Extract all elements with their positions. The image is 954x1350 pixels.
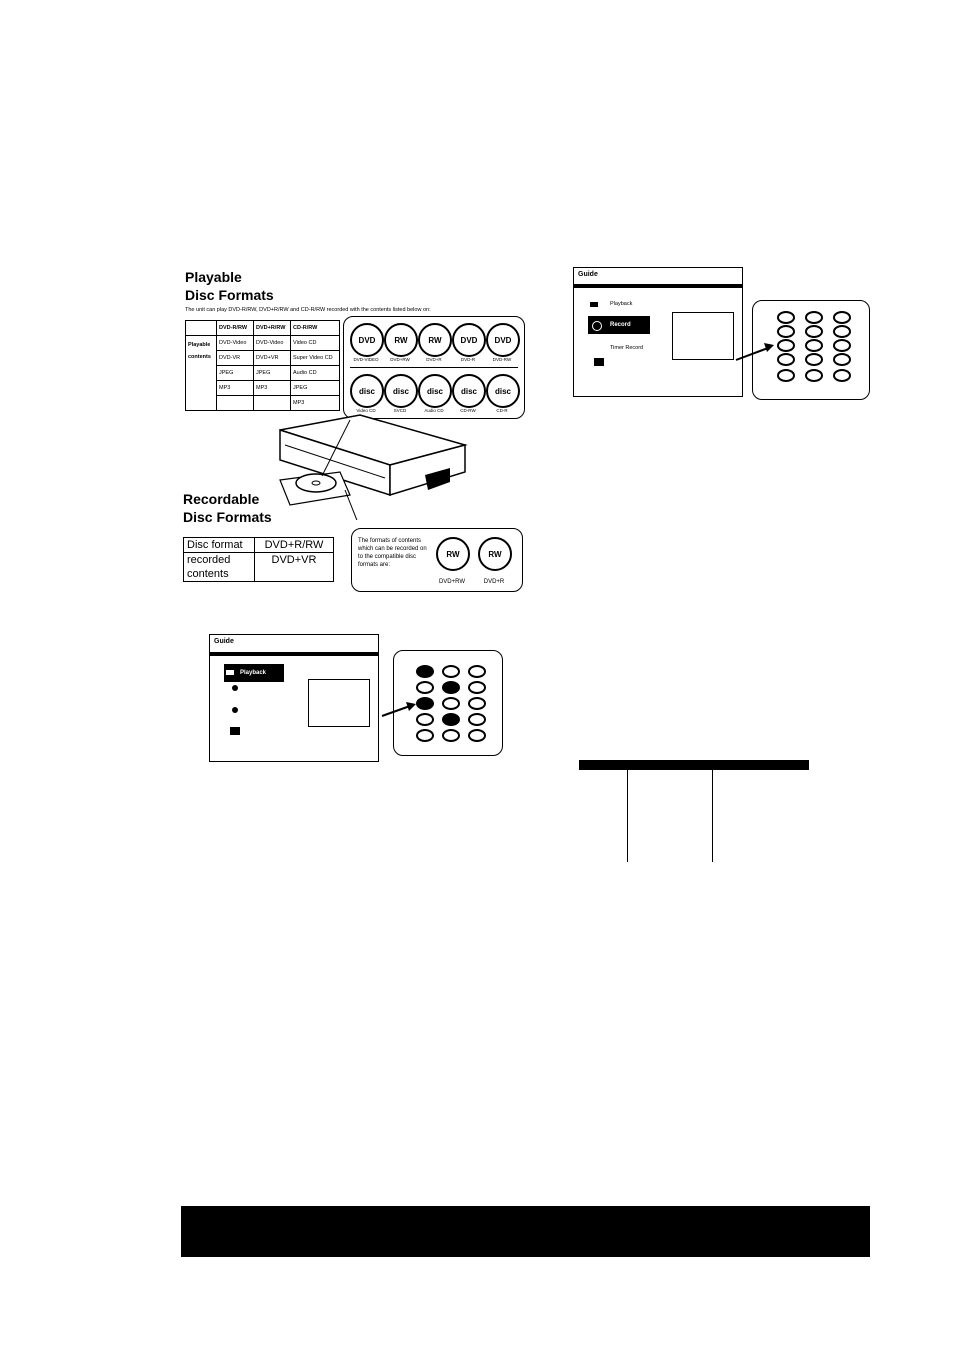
logo-caption: DVD+R xyxy=(483,579,505,585)
dvd-r-logo-icon: DVD xyxy=(452,323,486,357)
table-header-bar xyxy=(579,760,809,770)
logo-caption: DVD-R xyxy=(460,357,476,362)
table-cell: DVD+R/RW xyxy=(255,538,334,553)
table-cell: MP3 xyxy=(291,396,340,411)
table-cell: Audio CD xyxy=(291,366,340,381)
row-label-line2: contents xyxy=(188,354,211,360)
preview-window xyxy=(308,679,370,727)
logo-caption: DVD+R xyxy=(426,357,442,362)
remote-key-volume xyxy=(777,369,795,382)
guide-title: Guide xyxy=(214,638,234,645)
dvd-rw-logo-icon: DVD xyxy=(486,323,520,357)
table-cell: JPEG xyxy=(291,381,340,396)
row-label xyxy=(186,336,217,411)
remote-key-0 xyxy=(805,353,823,366)
callout-text: The formats of contents which can be recorded on to the compatible disc formats are: xyxy=(358,538,427,568)
table-column-divider xyxy=(627,770,628,862)
remote-key-5 xyxy=(805,325,823,338)
table-cell: JPEG xyxy=(217,366,254,381)
recordable-title-line1: Recordable xyxy=(183,491,260,507)
footer-bar xyxy=(181,1206,870,1257)
table-cell: DVD-Video xyxy=(254,336,291,351)
remote-key-browser xyxy=(468,713,486,726)
dvd-plus-r-logo-icon: RW xyxy=(478,537,512,571)
panel-divider xyxy=(350,367,518,368)
remote-key-skip xyxy=(805,369,823,382)
table-cell: Video CD xyxy=(291,336,340,351)
playback-arrow-icon xyxy=(590,302,598,307)
remote-key-7 xyxy=(777,339,795,352)
guide-title-bar xyxy=(574,284,742,288)
guide-screen-right xyxy=(573,267,743,397)
remote-key-8 xyxy=(805,339,823,352)
dvd-recorder-illustration xyxy=(250,410,470,520)
timer-record-icon xyxy=(232,707,238,713)
guide-title-bar xyxy=(210,652,378,656)
table-cell: JPEG xyxy=(254,366,291,381)
audio-cd-logo-icon: disc xyxy=(418,374,452,408)
pointer-arrow-icon xyxy=(734,340,778,364)
table-cell: recorded xyxy=(184,553,255,568)
logo-caption: DVD-VIDEO xyxy=(353,357,379,362)
recordable-callout xyxy=(351,528,523,592)
remote-key-skip xyxy=(442,729,460,742)
rw-logo-icon: RW xyxy=(384,323,418,357)
record-icon xyxy=(232,685,238,691)
remote-key-mode xyxy=(833,369,851,382)
header-dvd-plus-rrw: DVD+R/RW xyxy=(254,321,291,336)
remote-key-6 xyxy=(468,681,486,694)
logo-caption: DVD-RW xyxy=(492,357,512,362)
logo-caption: Video CD xyxy=(356,408,376,413)
table-cell: MP3 xyxy=(217,381,254,396)
playable-intro: The unit can play DVD-R/RW, DVD+R/RW and CD-R/RW recorded with the contents listed below on: xyxy=(185,307,431,313)
remote-key-4 xyxy=(416,681,434,694)
table-cell: MP3 xyxy=(254,381,291,396)
remote-key-5 xyxy=(442,681,460,694)
remote-key-4 xyxy=(777,325,795,338)
playable-formats-table xyxy=(185,320,340,411)
remote-key-volume xyxy=(416,729,434,742)
remote-key-2 xyxy=(805,311,823,324)
table-cell: DVD-Video xyxy=(217,336,254,351)
cd-r-logo-icon: disc xyxy=(486,374,520,408)
menu-item-record-selected[interactable]: Record xyxy=(588,316,650,334)
guide-title: Guide xyxy=(578,271,598,278)
recordable-title-line2: Disc Formats xyxy=(183,509,272,525)
video-cd-logo-icon: disc xyxy=(350,374,384,408)
logo-caption: SVCD xyxy=(393,408,407,413)
table-cell: DVD+VR xyxy=(255,553,334,582)
remote-key-0 xyxy=(442,713,460,726)
table-cell: DVD-VR xyxy=(217,351,254,366)
table-cell: Super Video CD xyxy=(291,351,340,366)
logo-caption: DVD+RW xyxy=(390,357,410,362)
dvd-video-logo-icon: DVD xyxy=(350,323,384,357)
remote-key-mode xyxy=(468,729,486,742)
menu-item-playback[interactable]: Playback xyxy=(610,301,633,307)
header-cd-rrw: CD-R/RW xyxy=(291,321,340,336)
logo-caption: CD-R xyxy=(496,408,508,413)
svcd-logo-icon: disc xyxy=(384,374,418,408)
cd-rw-logo-icon: disc xyxy=(452,374,486,408)
remote-key-9 xyxy=(833,339,851,352)
row-label-line1: Playable xyxy=(188,342,211,348)
logo-caption: Audio CD xyxy=(424,408,444,413)
pointer-arrow-icon xyxy=(380,700,420,720)
header-dvd-rrw: DVD-R/RW xyxy=(217,321,254,336)
menu-item-playback-selected[interactable]: Playback xyxy=(224,664,284,682)
menu-item-timer-record[interactable]: Timer Record xyxy=(610,345,644,351)
remote-key-3 xyxy=(468,665,486,678)
playable-title-line2: Disc Formats xyxy=(185,287,274,303)
remote-key-browser xyxy=(833,353,851,366)
table-cell xyxy=(217,396,254,411)
remote-key-9 xyxy=(468,697,486,710)
dvd-plus-rw-logo-icon: RW xyxy=(436,537,470,571)
table-column-divider xyxy=(712,770,713,862)
playback-arrow-icon xyxy=(226,670,234,675)
table-cell: contents xyxy=(184,567,255,582)
remote-key-guide xyxy=(777,353,795,366)
recordable-formats-table xyxy=(183,537,334,582)
remote-key-1 xyxy=(416,665,434,678)
remote-key-3 xyxy=(833,311,851,324)
disc-logo-panel xyxy=(343,316,525,419)
guide-screen-left xyxy=(209,634,379,762)
playable-title-line1: Playable xyxy=(185,269,242,285)
table-cell: Disc format xyxy=(184,538,255,553)
setup-icon xyxy=(594,358,604,366)
remote-key-1 xyxy=(777,311,795,324)
table-cell: DVD+VR xyxy=(254,351,291,366)
setup-icon xyxy=(230,727,240,735)
table-cell xyxy=(254,396,291,411)
rw-logo-icon: RW xyxy=(418,323,452,357)
logo-caption: CD-RW xyxy=(460,408,476,413)
remote-key-8 xyxy=(442,697,460,710)
remote-key-2 xyxy=(442,665,460,678)
preview-window xyxy=(672,312,734,360)
remote-key-6 xyxy=(833,325,851,338)
logo-caption: DVD+RW xyxy=(438,579,466,585)
record-icon xyxy=(592,321,602,331)
